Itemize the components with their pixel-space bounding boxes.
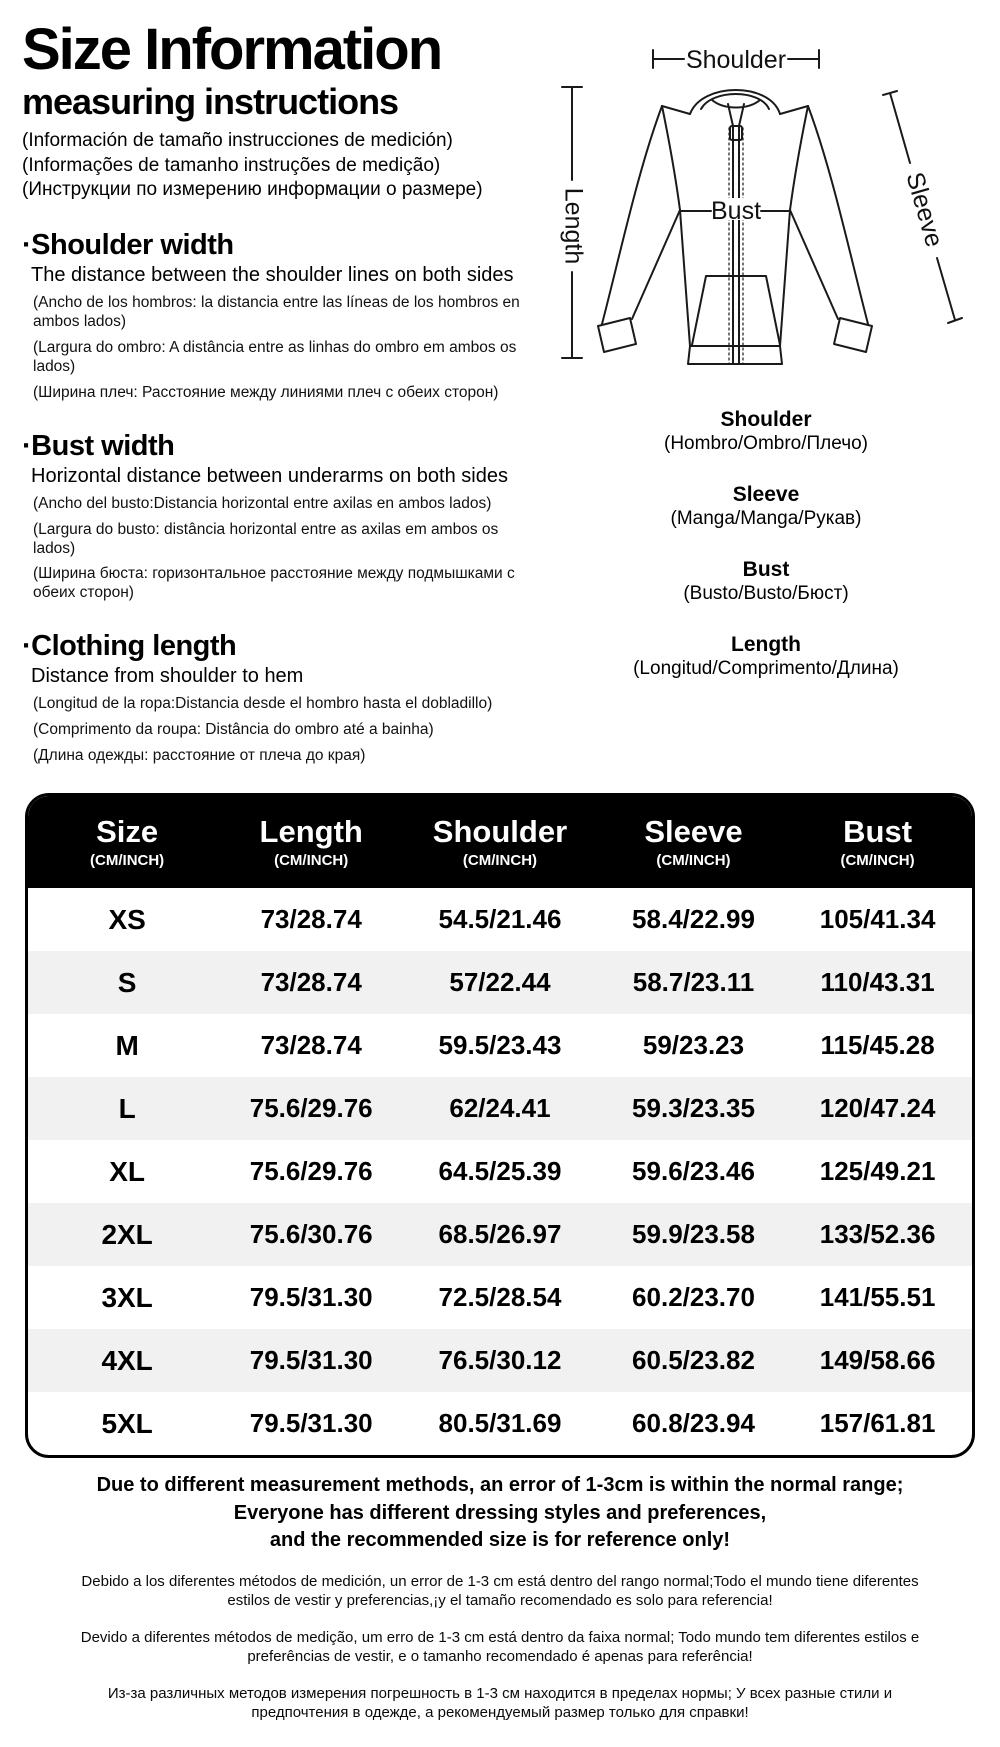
table-cell: 60.2/23.70	[632, 1282, 755, 1312]
legend-translation: (Longitud/Comprimento/Длина)	[633, 657, 899, 679]
diagram-shoulder-label: Shoulder	[685, 46, 787, 74]
diagram-sleeve-label: Sleeve	[900, 169, 949, 251]
legend-item-bust	[540, 558, 992, 606]
column-header-bust: Bust (CM/INCH)	[783, 815, 972, 869]
jacket-armhole	[790, 106, 808, 210]
table-cell: 3XL	[101, 1281, 153, 1313]
table-cell: 68.5/26.97	[438, 1219, 562, 1249]
table-cell: 2XL	[101, 1218, 153, 1250]
table-cell: 62/24.41	[449, 1093, 551, 1123]
jacket-sleeve	[808, 106, 868, 324]
section-translation-pt: (Largura do busto: distância horizontal entre as axilas em ambos os lados)	[33, 520, 499, 557]
size-table	[25, 793, 975, 1458]
table-row	[28, 1203, 972, 1266]
table-cell: 59.5/23.43	[438, 1030, 562, 1060]
table-cell: 133/52.36	[819, 1219, 936, 1249]
section-translation-ru: (Ширина бюста: горизонтальное расстояние между подмышками с обеих сторон)	[33, 565, 515, 602]
section-bust-width	[22, 430, 530, 604]
column-header-size: Size (CM/INCH)	[28, 815, 226, 869]
shoulder-measure-line	[653, 50, 684, 68]
section-translation-ru: (Длина одежды: расстояние от плеча до края)	[33, 747, 366, 765]
measuring-instructions-panel	[22, 17, 530, 766]
table-cell: 59.9/23.58	[632, 1219, 755, 1249]
table-cell: 4XL	[101, 1344, 153, 1376]
jacket-sleeve	[790, 210, 838, 319]
table-cell: 72.5/28.54	[438, 1282, 562, 1312]
table-cell: 105/41.34	[819, 904, 936, 934]
legend-name: Length	[731, 632, 801, 656]
unit-label: (CM/INCH)	[274, 852, 349, 870]
table-cell: 58.7/23.11	[632, 967, 755, 997]
length-measure-line	[562, 272, 582, 358]
legend-name: Sleeve	[732, 482, 800, 506]
section-translation-pt: (Comprimento da roupa: Distância do ombro até a bainha)	[33, 721, 434, 739]
table-cell: 141/55.51	[819, 1282, 936, 1312]
table-cell: 59.3/23.35	[632, 1093, 755, 1123]
measurement-legend	[540, 408, 992, 681]
table-cell: 73/28.74	[260, 967, 362, 997]
footer-en-line: and the recommended size is for reference only!	[269, 1529, 731, 1552]
legend-item-sleeve	[540, 483, 992, 531]
jacket-zipper-pull	[730, 126, 742, 140]
length-measure-line	[562, 87, 582, 180]
page-title: Size Information	[22, 17, 442, 82]
table-cell: 110/43.31	[820, 967, 935, 997]
column-header-sleeve: Sleeve (CM/INCH)	[604, 815, 783, 869]
section-description: Distance from shoulder to hem	[31, 665, 304, 688]
legend-translation: (Hombro/Ombro/Плечо)	[664, 433, 868, 455]
section-clothing-length	[22, 630, 530, 766]
jacket-hem	[688, 346, 782, 364]
footer-note-pt: Devido a diferentes métodos de medição, um erro de 1-3 cm está dentro da faixa normal; Todo mundo tem diferentes estilos e preferências de vestir, e o tamanho recomendado é apenas para referência!	[80, 1628, 920, 1666]
page-subtitle: measuring instructions	[22, 81, 399, 123]
footer-en-line: Everyone has different dressing styles and preferences,	[233, 1501, 767, 1524]
sleeve-measure-line	[937, 258, 962, 323]
table-cell: 79.5/31.30	[249, 1408, 373, 1438]
table-cell: 73/28.74	[260, 904, 362, 934]
footer-notes	[0, 1472, 1000, 1723]
jacket-sleeve	[602, 106, 662, 324]
jacket-diagram	[540, 30, 992, 376]
diagram-length-label: Length	[559, 187, 588, 265]
jacket-zipper	[733, 126, 739, 364]
section-description: The distance between the shoulder lines on both sides	[31, 264, 514, 287]
table-cell: 58.4/22.99	[632, 904, 755, 934]
table-row	[28, 1014, 972, 1077]
legend-name: Bust	[742, 557, 790, 581]
unit-label: (CM/INCH)	[462, 852, 538, 870]
table-cell: 115/45.28	[820, 1030, 935, 1060]
diagram-bust-label: Bust	[710, 197, 762, 225]
table-cell: S	[117, 966, 137, 998]
table-row	[28, 1329, 972, 1392]
legend-item-shoulder	[540, 408, 992, 456]
size-table-body	[28, 888, 972, 1455]
section-translation-es: (Longitud de la ropa:Distancia desde el hombro hasta el dobladillo)	[33, 695, 493, 713]
title-translation-ru: (Инструкции по измерению информации о размере)	[22, 179, 483, 201]
table-row	[28, 1077, 972, 1140]
sleeve-measure-line	[883, 91, 910, 163]
footer-note-es: Debido a los diferentes métodos de medición, un error de 1-3 cm está dentro del rango normal;Todo el mundo tiene diferentes estilos de vestir y preferencias,¡y el tamaño recomendado es solo para referencia!	[81, 1572, 919, 1610]
title-translation-es: (Información de tamaño instrucciones de medición)	[22, 129, 453, 151]
jacket-pocket	[692, 276, 780, 345]
unit-label: (CM/INCH)	[656, 852, 731, 870]
table-cell: XL	[109, 1155, 145, 1187]
table-cell: 59.6/23.46	[632, 1156, 755, 1186]
table-cell: 157/61.81	[819, 1408, 936, 1438]
table-cell: 54.5/21.46	[438, 904, 562, 934]
table-cell: 59/23.23	[642, 1030, 745, 1060]
legend-item-length	[540, 633, 992, 681]
table-cell: 60.8/23.94	[632, 1408, 755, 1438]
title-translation-pt: (Informações de tamanho instruções de medição)	[22, 154, 441, 176]
section-translation-es: (Ancho de los hombros: la distancia entre las líneas de los hombros en ambos lados)	[33, 294, 520, 331]
table-cell: 60.5/23.82	[632, 1345, 755, 1375]
section-translation-ru: (Ширина плеч: Расстояние между линиями плеч с обеих сторон)	[33, 383, 499, 401]
section-shoulder-width	[22, 229, 530, 403]
column-header-shoulder: Shoulder (CM/INCH)	[396, 815, 604, 869]
table-cell: 79.5/31.30	[249, 1282, 373, 1312]
jacket-sleeve	[632, 210, 680, 319]
legend-name: Shoulder	[720, 408, 812, 431]
table-cell: 149/58.66	[819, 1345, 936, 1375]
section-translation-pt: (Largura do ombro: A distância entre as linhas do ombro em ambos os lados)	[33, 339, 517, 375]
table-row	[28, 888, 972, 951]
table-cell: 75.6/30.76	[249, 1219, 373, 1249]
jacket-cuff	[834, 318, 872, 352]
section-translation-es: (Ancho del busto:Distancia horizontal entre axilas en ambos lados)	[33, 494, 492, 512]
legend-translation: (Busto/Busto/Бюст)	[683, 582, 849, 604]
jacket-armhole	[662, 106, 680, 210]
column-header-length: Length (CM/INCH)	[226, 815, 396, 869]
footer-note-ru: Из-за различных методов измерения погрешность в 1-3 см находится в пределах нормы; У всех разные стили и предпочтения в одежде, а рекомендуемый размер только для справки!	[107, 1684, 893, 1722]
section-description: Horizontal distance between underarms on both sides	[31, 464, 508, 487]
table-cell: M	[115, 1029, 139, 1061]
legend-translation: (Manga/Manga/Рукав)	[670, 508, 862, 530]
table-cell: 64.5/25.39	[438, 1156, 562, 1186]
footer-en-line: Due to different measurement methods, an error of 1-3cm is within the normal range;	[96, 1474, 904, 1496]
shoulder-measure-line	[788, 50, 819, 68]
table-row	[28, 1266, 972, 1329]
table-cell: 125/49.21	[819, 1156, 936, 1186]
table-cell: 80.5/31.69	[438, 1408, 562, 1438]
table-cell: 5XL	[101, 1407, 153, 1439]
measurement-diagram-panel	[540, 30, 992, 681]
table-row	[28, 1140, 972, 1203]
section-title: ·Bust width	[22, 429, 175, 462]
table-cell: L	[118, 1092, 136, 1124]
table-cell: 79.5/31.30	[249, 1345, 373, 1375]
jacket-cuff	[598, 318, 636, 352]
unit-label: (CM/INCH)	[90, 852, 165, 870]
table-cell: 76.5/30.12	[438, 1345, 562, 1375]
table-cell: 75.6/29.76	[249, 1093, 373, 1123]
table-cell: 75.6/29.76	[249, 1156, 373, 1186]
size-table-header	[28, 796, 972, 888]
table-cell: 120/47.24	[819, 1093, 936, 1123]
table-cell: 73/28.74	[260, 1030, 362, 1060]
section-title: ·Clothing length	[22, 630, 237, 663]
footer-note-en	[0, 1472, 1000, 1555]
table-cell: 57/22.44	[449, 967, 551, 997]
table-cell: XS	[108, 903, 146, 935]
section-title: ·Shoulder width	[22, 229, 234, 262]
unit-label: (CM/INCH)	[840, 852, 915, 870]
jacket-collar	[712, 100, 760, 108]
jacket-zipper	[729, 128, 743, 364]
table-row	[28, 1392, 972, 1455]
table-row	[28, 951, 972, 1014]
